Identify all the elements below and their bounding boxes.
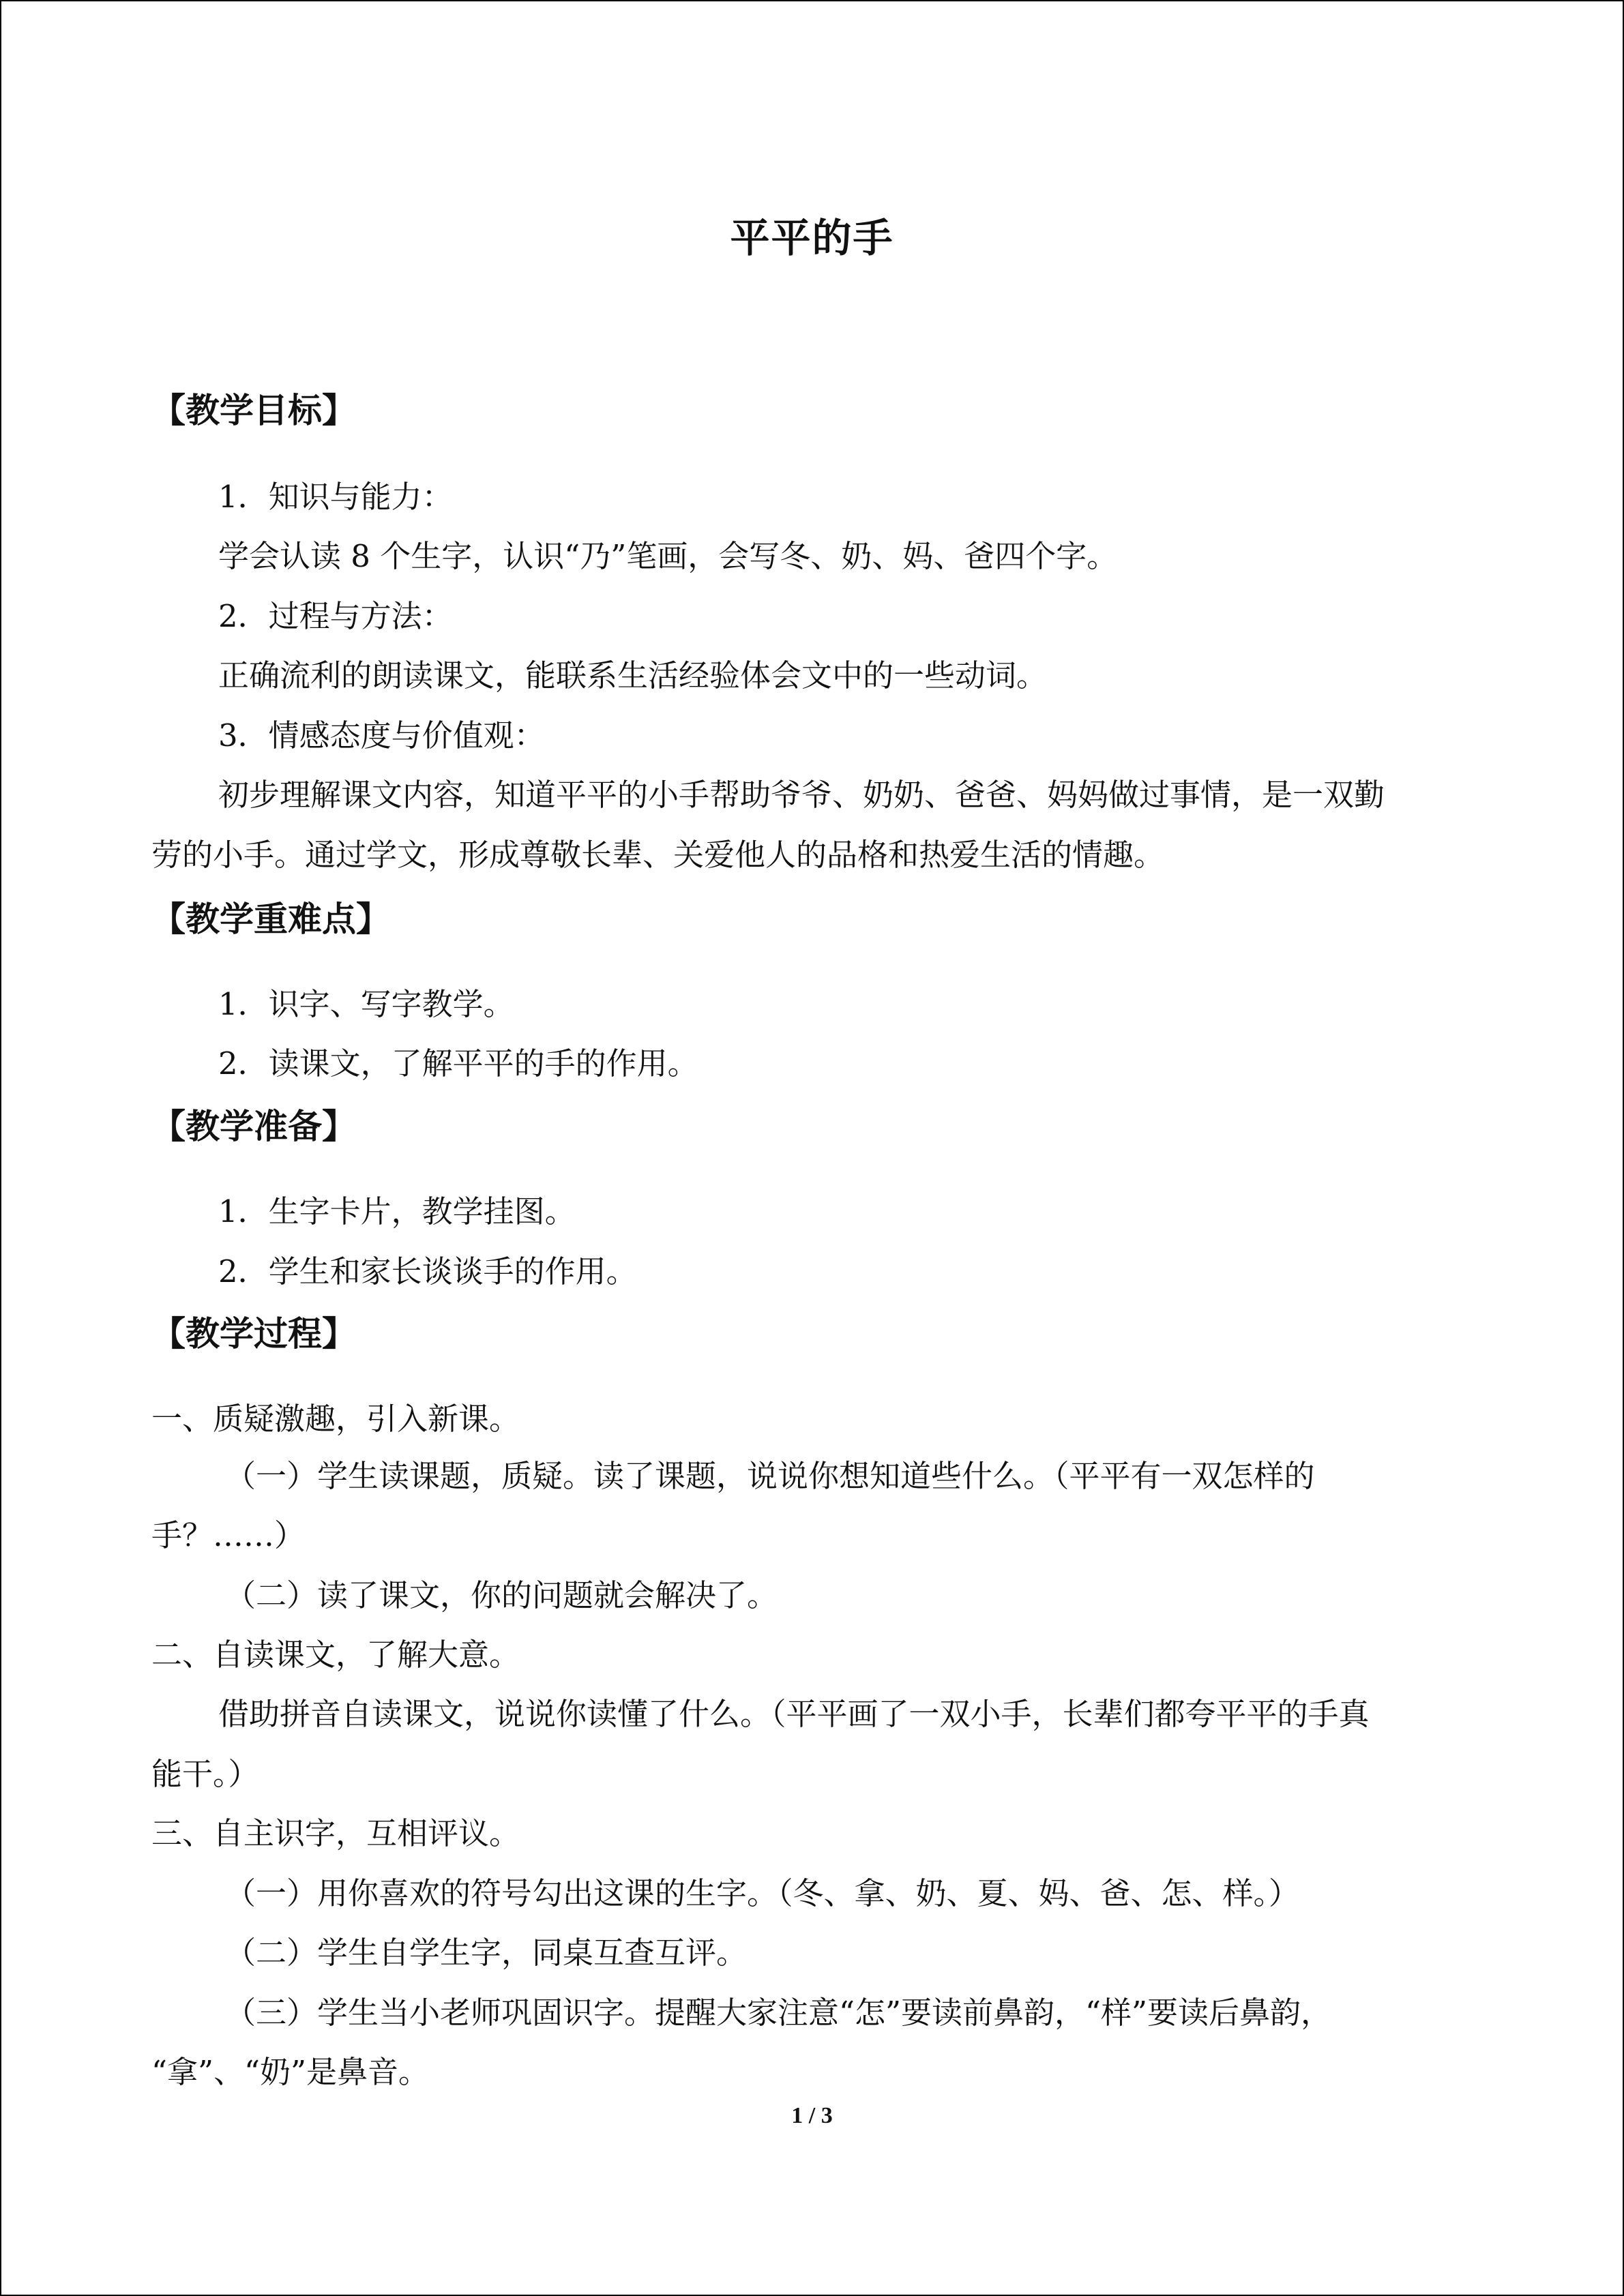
goals-item3-text-line2: 劳的小手。通过学文，形成尊敬长辈、关爱他人的品格和热爱生活的情趣。	[151, 837, 1165, 873]
section-heading-process: 【教学过程】	[151, 1314, 356, 1354]
process-step1-a-line1: （一）学生读课题，质疑。读了课题，说说你想知道些什么。（平平有一双怎样的	[225, 1458, 1315, 1494]
page-number: 1 / 3	[791, 2103, 833, 2128]
keypoints-item1: 1．识字、写字教学。	[218, 986, 514, 1022]
process-step1-a-line2: 手？……）	[151, 1517, 306, 1553]
process-step3-title: 三、自主识字，互相评议。	[151, 1815, 520, 1851]
goals-item3-text-line1: 初步理解课文内容，知道平平的小手帮助爷爷、奶奶、爸爸、妈妈做过事情，是一双勤	[218, 777, 1385, 813]
keypoints-item2: 2．读课文，了解平平的手的作用。	[218, 1045, 698, 1082]
process-step1-b: （二）读了课文，你的问题就会解决了。	[225, 1577, 778, 1613]
goals-item1-label: 1．知识与能力：	[218, 479, 453, 515]
page-title: 平平的手	[730, 215, 894, 261]
preparation-item1: 1．生字卡片，教学挂图。	[218, 1193, 576, 1229]
process-step2-text-line1: 借助拼音自读课文，说说你读懂了什么。（平平画了一双小手，长辈们都夸平平的手真	[218, 1696, 1370, 1732]
process-step2-text-line2: 能干。）	[151, 1756, 259, 1792]
process-step3-c-line2: “拿”、“奶”是鼻音。	[151, 2054, 430, 2090]
process-step1-title: 一、质疑激趣，引入新课。	[151, 1401, 520, 1437]
process-step2-title: 二、自读课文，了解大意。	[151, 1637, 520, 1673]
process-step3-c-line1: （三）学生当小老师巩固识字。提醒大家注意“怎”要读前鼻韵，“样”要读后鼻韵，	[225, 1995, 1332, 2031]
section-heading-keypoints: 【教学重难点】	[151, 899, 390, 939]
preparation-item2: 2．学生和家长谈谈手的作用。	[218, 1253, 637, 1289]
section-heading-preparation: 【教学准备】	[151, 1107, 356, 1146]
goals-item3-label: 3．情感态度与价值观：	[218, 717, 545, 754]
process-step3-b: （二）学生自学生字，同桌互查互评。	[225, 1935, 748, 1971]
process-step3-a: （一）用你喜欢的符号勾出这课的生字。（冬、拿、奶、夏、妈、爸、怎、样。）	[225, 1875, 1300, 1911]
section-heading-goals: 【教学目标】	[151, 391, 356, 430]
goals-item1-text: 学会认读 8 个生字，认识“乃”笔画，会写冬、奶、妈、爸四个字。	[218, 538, 1118, 574]
goals-item2-text: 正确流利的朗读课文，能联系生活经验体会文中的一些动词。	[218, 657, 1048, 694]
goals-item2-label: 2．过程与方法：	[218, 598, 453, 634]
